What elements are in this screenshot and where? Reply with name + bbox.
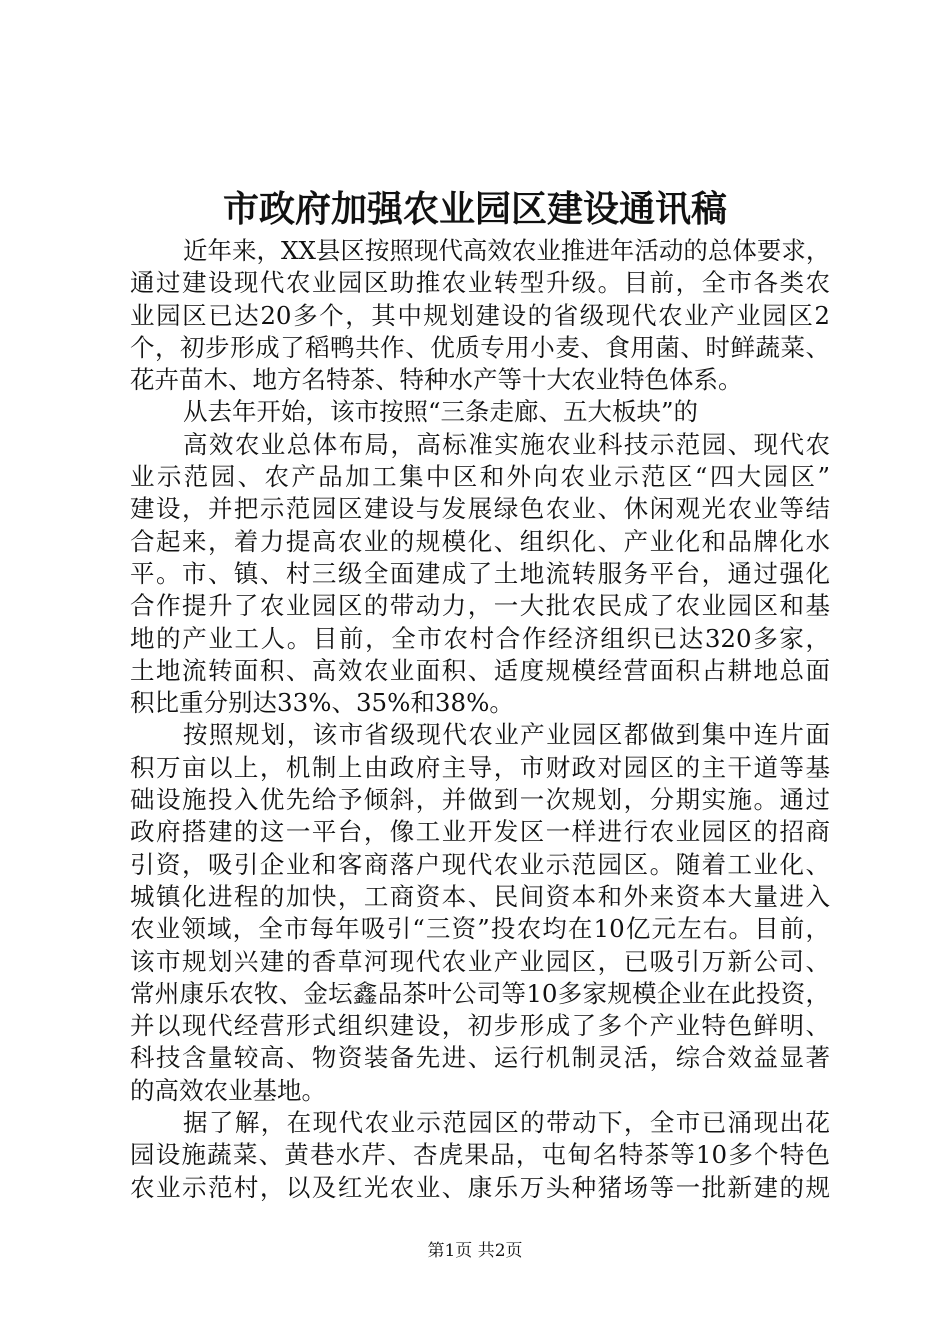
- paragraph-line: 近年来，XX县区按照现代高效农业推进年活动的总体要求，: [183, 236, 831, 265]
- paragraph-line: 并以现代经营形式组织建设，初步形成了多个产业特色鲜明、: [130, 1011, 830, 1041]
- paragraph-line: 积比重分别达33%、35%和38%。: [130, 688, 514, 718]
- page-footer: [0, 1240, 950, 1262]
- paragraph-line: 城镇化进程的加快，工商资本、民间资本和外来资本大量进入: [130, 881, 830, 911]
- paragraph-line: 科技含量较高、物资装备先进、运行机制灵活，综合效益显著: [130, 1043, 830, 1073]
- paragraph-line: 农业领域，全市每年吸引“三资”投农均在10亿元左右。目前，: [130, 914, 830, 944]
- paragraph-line: 土地流转面积、高效农业面积、适度规模经营面积占耕地总面: [130, 655, 830, 685]
- document-title: 市政府加强农业园区建设通讯稿: [222, 188, 727, 230]
- paragraph-line: 引资，吸引企业和客商落户现代农业示范园区。随着工业化、: [130, 849, 830, 879]
- paragraph-line: 平。市、镇、村三级全面建成了土地流转服务平台，通过强化: [130, 558, 830, 588]
- paragraph-line: 政府搭建的这一平台，像工业开发区一样进行农业园区的招商: [130, 817, 830, 847]
- paragraph-line: 通过建设现代农业园区助推农业转型升级。目前，全市各类农: [130, 268, 830, 298]
- paragraph-line: 常州康乐农牧、金坛鑫品茶叶公司等10多家规模企业在此投资，: [130, 978, 830, 1008]
- paragraph-line: 按照规划，该市省级现代农业产业园区都做到集中连片面: [183, 720, 830, 750]
- paragraph-line: 建设，并把示范园区建设与发展绿色农业、休闲观光农业等结: [130, 494, 830, 524]
- paragraph-line: 业示范园、农产品加工集中区和外向农业示范区“四大园区”: [130, 462, 830, 492]
- page-number-label: 第1页 共2页: [427, 1241, 523, 1261]
- paragraph-line: 据了解，在现代农业示范园区的带动下，全市已涌现出花: [183, 1108, 830, 1138]
- paragraph-line: 合作提升了农业园区的带动力，一大批农民成了农业园区和基: [130, 591, 830, 621]
- paragraph-line: 花卉苗木、地方名特茶、特种水产等十大农业特色体系。: [130, 365, 743, 395]
- paragraph-line: 合起来，着力提高农业的规模化、组织化、产业化和品牌化水: [130, 526, 830, 556]
- paragraph-line: 个，初步形成了稻鸭共作、优质专用小麦、食用菌、时鲜蔬菜、: [130, 332, 830, 362]
- paragraph-line: 高效农业总体布局，高标准实施农业科技示范园、现代农: [183, 429, 830, 459]
- paragraph-line: 该市规划兴建的香草河现代农业产业园区，已吸引万新公司、: [130, 946, 830, 976]
- paragraph-line: 园设施蔬菜、黄巷水芹、杏虎果品，屯甸名特茶等10多个特色: [130, 1140, 830, 1170]
- paragraph-line: 础设施投入优先给予倾斜，并做到一次规划，分期实施。通过: [130, 785, 830, 815]
- paragraph-line: 地的产业工人。目前，全市农村合作经济组织已达320多家，: [130, 623, 830, 653]
- paragraph-line: 从去年开始，该市按照“三条走廊、五大板块”的: [183, 397, 699, 427]
- paragraph-line: 农业示范村，以及红光农业、康乐万头种猪场等一批新建的规: [130, 1172, 830, 1202]
- paragraph-line: 积万亩以上，机制上由政府主导，市财政对园区的主干道等基: [130, 752, 830, 782]
- document-body: [130, 235, 830, 1204]
- paragraph-line: 业园区已达20多个，其中规划建设的省级现代农业产业园区2: [130, 300, 830, 330]
- paragraph-line: 的高效农业基地。: [130, 1075, 326, 1105]
